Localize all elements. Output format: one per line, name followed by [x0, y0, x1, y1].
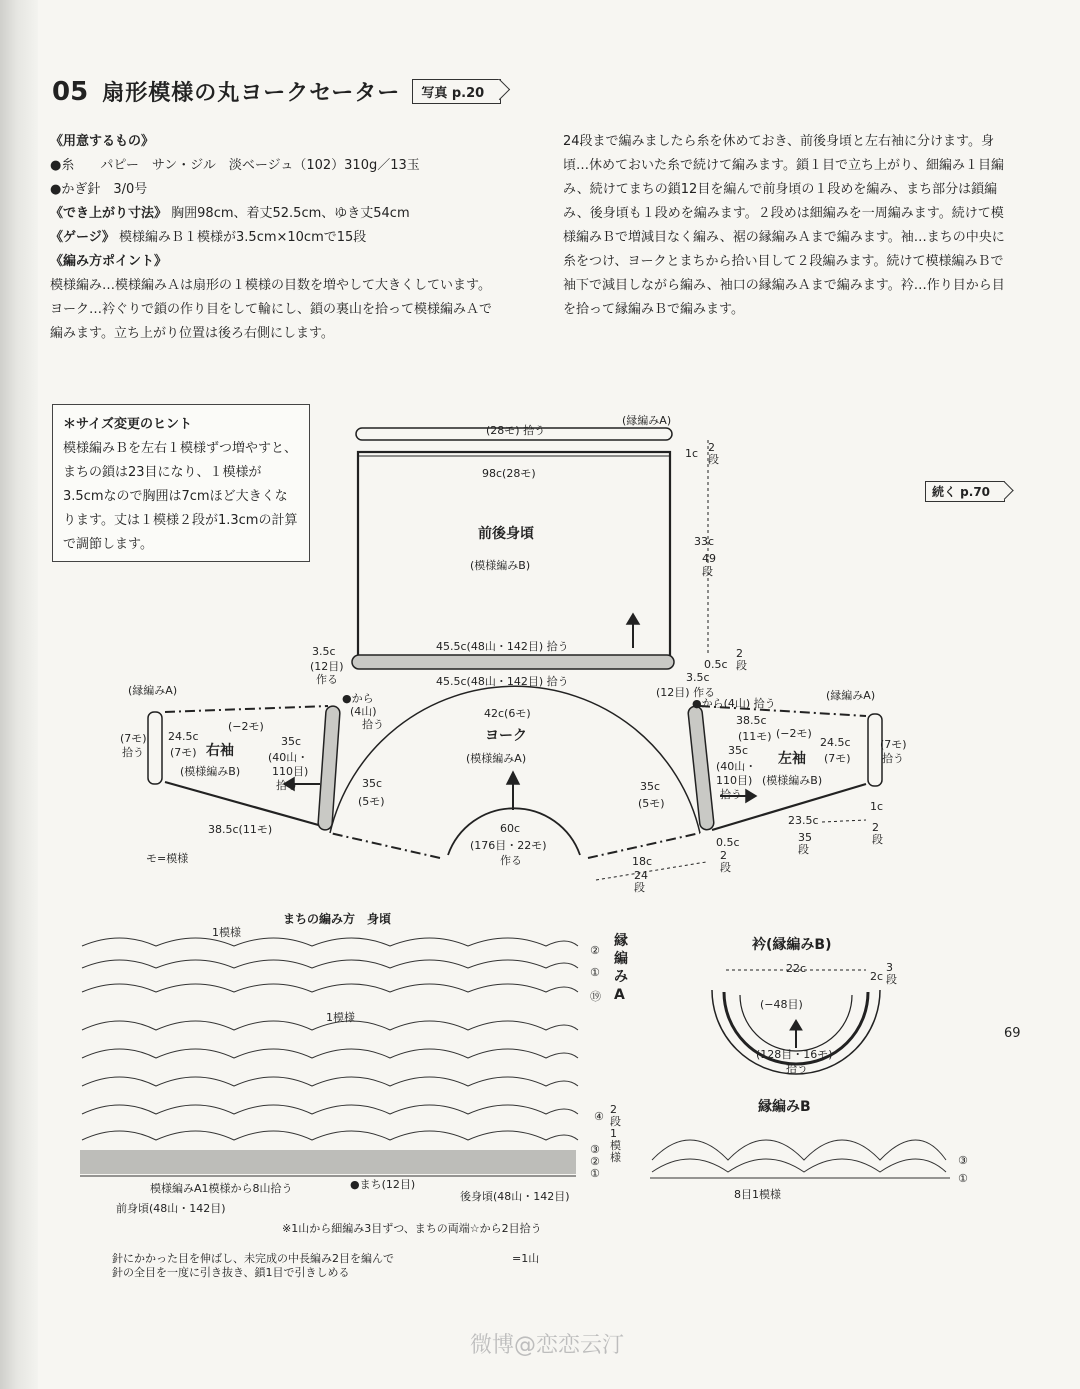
- lsleeve-05c: 0.5c: [716, 836, 740, 849]
- yoke-bottom-3: 作る: [500, 854, 522, 867]
- pattern-title: 扇形模様の丸ヨークセーター: [102, 81, 401, 106]
- lsleeve-35c-4: 拾う: [720, 788, 742, 801]
- body-border-label: (縁編みA): [622, 414, 672, 427]
- border-b-chart: [652, 1140, 946, 1160]
- chart-note: ※1山から細編み3目ずつ、まちの両端☆から2目拾う: [282, 1222, 542, 1235]
- rsleeve-top-3: 110目): [272, 765, 309, 778]
- chart-row-19: ⑲: [590, 990, 601, 1003]
- rsleeve-top: 35c: [281, 735, 302, 748]
- collar-pick-2: 拾う: [786, 1062, 808, 1075]
- yoke-side-left-2: (5モ): [358, 795, 385, 808]
- chart-title: まちの編み方 身頃: [283, 912, 392, 926]
- rsleeve-border: (縁編みA): [128, 684, 178, 697]
- lsleeve-dec: (−2モ): [776, 727, 812, 740]
- collar-dec: (−48目): [760, 998, 803, 1011]
- rsleeve-bottom: 38.5c(11モ): [208, 823, 273, 836]
- rsleeve-from-3: 拾う: [362, 718, 384, 731]
- collar-width: 22c: [786, 962, 807, 975]
- border-b-title: 縁編みB: [758, 1099, 811, 1115]
- symbol-desc-1: 針にかかった目を伸ばし、未完成の中長編み2目を編んで: [112, 1252, 394, 1265]
- lsleeve-name: 左袖: [778, 751, 806, 767]
- yoke-name: ヨーク: [485, 728, 527, 744]
- hint-title: ＊サイズ変更のヒント: [63, 417, 192, 432]
- lsleeve-from: ●から(4山) 拾う: [692, 697, 776, 710]
- chart-pattern-b-label: 2段1模様: [610, 1103, 621, 1164]
- hook-value: 3/0号: [113, 182, 148, 197]
- lsleeve-35c-2: (40山・: [716, 760, 757, 773]
- size-value: 胸囲98cm、着丈52.5cm、ゆき丈54cm: [171, 206, 410, 221]
- legend-mo: モ=模様: [146, 852, 189, 865]
- body-pick-upper: 45.5c(48山・142目) 拾う: [436, 640, 569, 653]
- yarn-value: パピー サン・ジル 淡ベージュ（102）310g／13玉: [100, 158, 420, 173]
- chart-row-3: ③: [590, 1143, 600, 1156]
- lsleeve-05-2dan: 2段: [720, 849, 731, 874]
- lsleeve-top: 38.5c: [736, 714, 767, 727]
- lsleeve-35c: 35c: [728, 744, 749, 757]
- right-2dan: 2段: [736, 647, 747, 672]
- top-1c: 1c: [685, 447, 699, 460]
- pattern-number: 05: [52, 76, 89, 107]
- symbol-yama: =1山: [512, 1252, 540, 1265]
- rsleeve-w2: (7モ): [170, 746, 197, 759]
- chart-row-2-top: ②: [590, 944, 600, 957]
- collar-side: 2c: [870, 970, 884, 983]
- points-text: 模様編み…模様編みＡは扇形の１模様の目数を増やして大きくしています。ヨーク…衿ぐりで鎖の作り目をして輪にし、鎖の裏山を拾って模様編みＡで編みます。立ち上がり位置は後ろ右側にします。: [50, 278, 493, 341]
- yoke-pattern: (模様編みA): [466, 752, 527, 765]
- yoke-rows: 24段: [634, 869, 648, 894]
- chart-row-fans-1: [82, 938, 578, 992]
- right-gusset: 3.5c: [686, 671, 710, 684]
- lsleeve-w2: (7モ): [824, 752, 851, 765]
- chart-front-body: 前身頃(48山・142目): [116, 1202, 226, 1215]
- hint-text: 模様編みＢを左右１模様ずつ増やすと、まちの鎖は23目になり、１模様が3.5cmなので胸囲は7cmほど大きくなります。丈は１模様２段が1.3cmの計算で調節します。: [63, 441, 298, 552]
- gauge-value: 模様編みＢ１模様が3.5cm×10cmで15段: [119, 230, 367, 245]
- lsleeve-pattern: (模様編みB): [762, 774, 823, 787]
- body-rows: 49段: [702, 552, 716, 578]
- rsleeve-pick: (7モ): [120, 732, 147, 745]
- symbol-desc-2: 針の全目を一度に引き抜き、鎖1目で引きしめる: [112, 1266, 350, 1279]
- collar-side-rows: 3段: [886, 961, 897, 986]
- right-sleeve-bottom: [165, 782, 322, 826]
- lsleeve-top-2: (11モ): [738, 730, 772, 743]
- yoke-depth: 18c: [632, 855, 653, 868]
- gauge-heading: 《ゲージ》: [50, 230, 115, 245]
- right-sleeve-top-dash: [165, 706, 328, 712]
- materials-heading: 《用意するもの》: [50, 134, 155, 149]
- yoke-bottom: 60c: [500, 822, 521, 835]
- photo-reference-tag: 写真 p.20: [412, 79, 501, 104]
- body-pick-lower: 45.5c(48山・142目) 拾う: [436, 675, 569, 688]
- page-number: 69: [1004, 1026, 1021, 1041]
- border-b-row-1: ①: [958, 1172, 968, 1185]
- yoke-side-left: 35c: [362, 777, 383, 790]
- lsleeve-pick: (7モ): [880, 738, 907, 751]
- instructions-continued: 24段まで編みましたら糸を休めておき、前後身頃と左右袖に分けます。身頃…休めておいた糸で続けて編みます。鎖１目で立ち上がり、細編み１目編み、続けてまちの鎖12目を編んで前身頃の１段めを編み、まち部分は鎖編み、後身頃も１段めを編みます。２段めは細編みを一周編みます。続けて模様編みＢで増減目なく編み、裾の縁編みＡまで編みます。袖…まちの中央に糸をつけ、ヨークとまちから拾い目して２段編みます。続けて模様編みＢで袖下で減目しながら編み、袖口の縁編みＡまで編みます。衿…作り目から目を拾って縁編みＢで編みます。: [563, 134, 1005, 317]
- left-gusset-2: (12目): [310, 660, 344, 673]
- lsleeve-35c-3: 110目): [716, 774, 753, 787]
- chart-border-label: 縁編みA: [614, 933, 628, 1003]
- left-gusset-3: 作る: [316, 673, 338, 686]
- yoke-dash-left: [330, 833, 440, 858]
- lsleeve-pick-2: 拾う: [882, 752, 904, 765]
- yoke-side-right-2: (5モ): [638, 797, 665, 810]
- left-gusset: 3.5c: [312, 645, 336, 658]
- rsleeve-name: 右袖: [206, 743, 234, 759]
- rsleeve-from: ●から: [342, 692, 374, 705]
- top-2dan: 2段: [708, 441, 719, 466]
- rsleeve-dec: (−2モ): [228, 720, 264, 733]
- chart-bottom-right: 後身頃(48山・142目): [460, 1190, 570, 1203]
- lsleeve-1c: 1c: [870, 800, 884, 813]
- body-height: 33c: [694, 535, 715, 548]
- collar-pick: (128目・16モ): [756, 1048, 833, 1061]
- rsleeve-top-2: (40山・: [268, 751, 309, 764]
- body-width: 98c(28モ): [482, 467, 536, 480]
- right-05c: 0.5c: [704, 658, 728, 671]
- lsleeve-len: 23.5c: [788, 814, 819, 827]
- continued-tag: 続く p.70: [925, 481, 1005, 502]
- chart-row-fans-2: [82, 1021, 578, 1140]
- chart-row-1-top: ①: [590, 966, 600, 979]
- body-name: 前後身頃: [478, 526, 534, 542]
- rsleeve-w: 24.5c: [168, 730, 199, 743]
- rsleeve-pattern: (模様編みB): [180, 765, 241, 778]
- lsleeve-w: 24.5c: [820, 736, 851, 749]
- lsleeve-rows: 35段: [798, 831, 812, 856]
- rsleeve-top-4: 拾う: [276, 779, 298, 792]
- points-heading: 《編み方ポイント》: [50, 254, 168, 269]
- yoke-top: 42c(6モ): [484, 707, 531, 720]
- chart-row-2: ②: [590, 1155, 600, 1168]
- border-b-repeat: 8目1模様: [734, 1188, 781, 1201]
- collar-title: 衿(縁編みB): [752, 937, 832, 953]
- right-gusset-2: (12目) 作る: [656, 686, 716, 699]
- yoke-bottom-2: (176目・22モ): [470, 839, 547, 852]
- chart-one-pattern-2: 1模様: [326, 1011, 355, 1024]
- left-sleeve-join: [688, 706, 715, 831]
- size-heading: 《でき上がり寸法》: [50, 206, 168, 221]
- body-pick-strip: [352, 655, 674, 669]
- border-b-row-3: ③: [958, 1154, 968, 1167]
- watermark: 微博@恋恋云汀: [470, 1333, 625, 1358]
- lsleeve-border: (縁編みA): [826, 689, 876, 702]
- hook-label: ●かぎ針: [50, 182, 101, 197]
- chart-row-1: ①: [590, 1167, 600, 1180]
- chart-bottom-left: 模様編みA1模様から8山拾う: [150, 1182, 293, 1195]
- body-top-pick: (28モ) 拾う: [486, 424, 546, 437]
- body-pattern: (模様編みB): [470, 559, 531, 572]
- yarn-label: ●糸: [50, 158, 75, 173]
- rsleeve-from-2: (4山): [350, 705, 377, 718]
- chart-one-pattern: 1模様: [212, 926, 241, 939]
- chart-row-4: ④: [594, 1110, 604, 1123]
- yoke-side-right: 35c: [640, 780, 661, 793]
- body-rectangle: [358, 452, 670, 660]
- chart-bottom-mid: ●まち(12目): [350, 1178, 416, 1191]
- rsleeve-pick-2: 拾う: [122, 746, 144, 759]
- lsleeve-2dan: 2段: [872, 821, 883, 846]
- right-sleeve-cuff: [148, 712, 162, 784]
